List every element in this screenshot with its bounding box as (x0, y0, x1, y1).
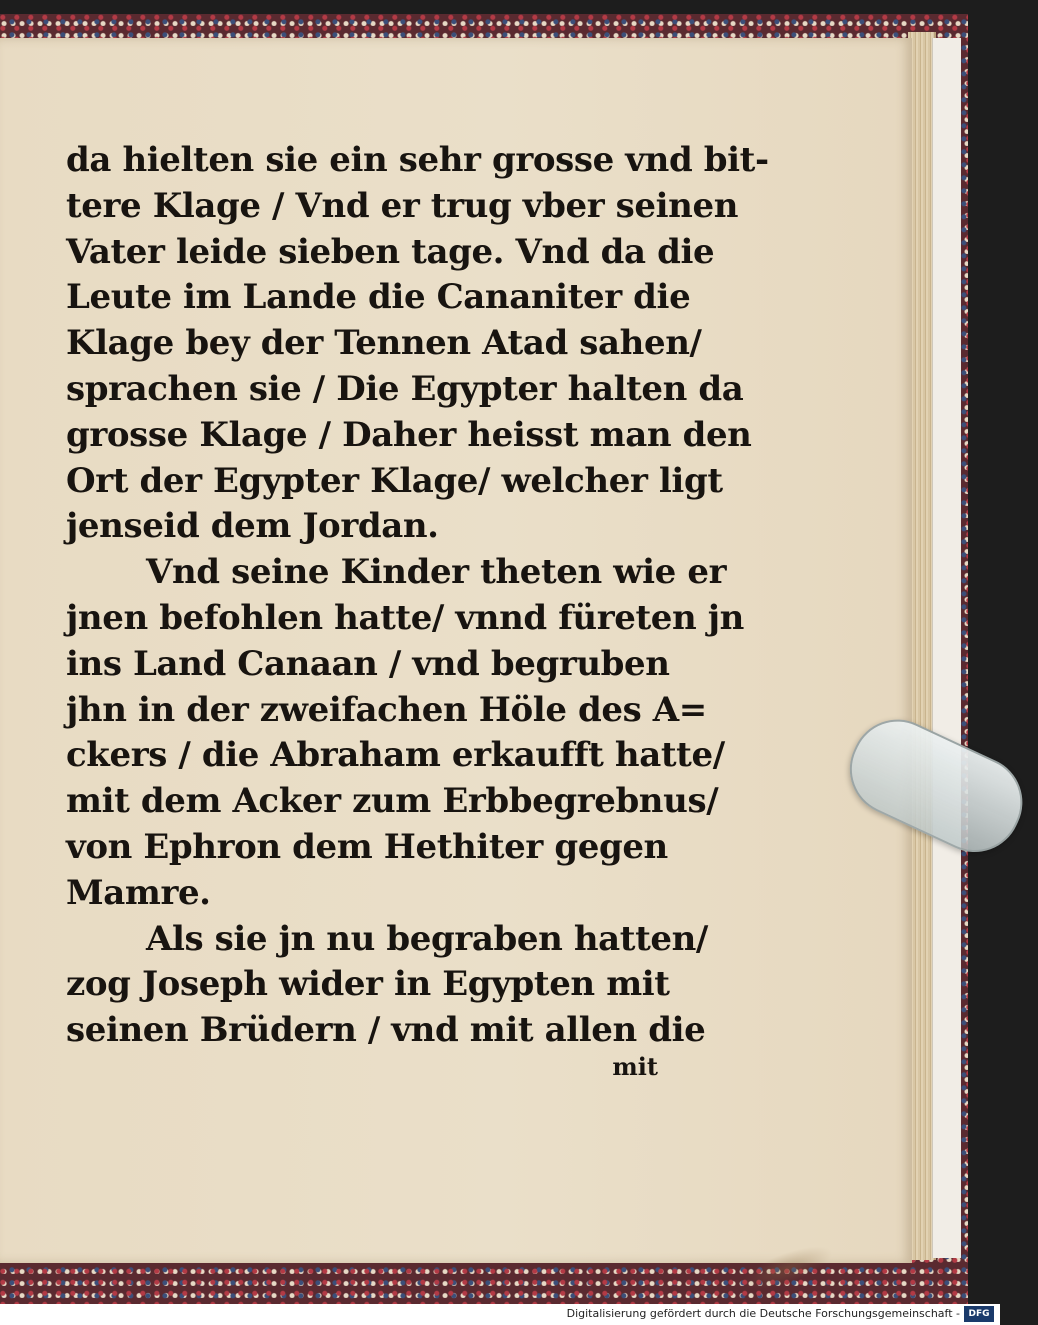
funding-credit: Digitalisierung gefördert durch die Deutsche Forschungsgemeinschaft - (566, 1307, 960, 1320)
text-line: jnen befohlen hatte/ vnnd füreten jn (66, 597, 745, 638)
text-line: Mamre. (66, 872, 211, 913)
text-line: jenseid dem Jordan. (66, 506, 439, 547)
text-line: Als sie jn nu begraben hatten/ (146, 918, 708, 959)
text-line: da hielten sie ein sehr grosse vnd bit- (66, 140, 769, 180)
text-line: grosse Klage / Daher heisst man den (66, 414, 752, 455)
text-line: zog Joseph wider in Egypten mit (66, 964, 670, 1005)
back-flyleaf (932, 38, 961, 1258)
text-line: ckers / die Abraham erkaufft hatte/ (66, 735, 725, 776)
text-line: Vnd seine Kinder theten wie er (146, 552, 727, 593)
text-line: sprachen sie / Die Egypter halten da (66, 368, 744, 409)
text-line: tere Klage / Vnd er trug vber seinen (66, 185, 739, 226)
text-line: ins Land Canaan / vnd begruben (66, 643, 670, 684)
text-line: seinen Brüdern / vnd mit allen die (66, 1010, 706, 1051)
text-line: Vater leide sieben tage. Vnd da die (66, 231, 715, 272)
page-text-block (66, 138, 769, 1054)
dfg-logo: DFG (964, 1306, 994, 1322)
text-line: Leute im Lande die Cananiter die (66, 277, 691, 318)
text-line: Ort der Egypter Klage/ welcher ligt (66, 460, 723, 501)
text-line: jhn in der zweifachen Höle des A= (66, 689, 707, 730)
text-line: mit dem Acker zum Erbbegrebnus/ (66, 781, 719, 822)
text-line: Klage bey der Tennen Atad sahen/ (66, 323, 702, 364)
footer-bar (0, 1304, 1000, 1325)
text-line: von Ephron dem Hethiter gegen (66, 826, 668, 867)
catchword: mit (612, 1052, 658, 1081)
